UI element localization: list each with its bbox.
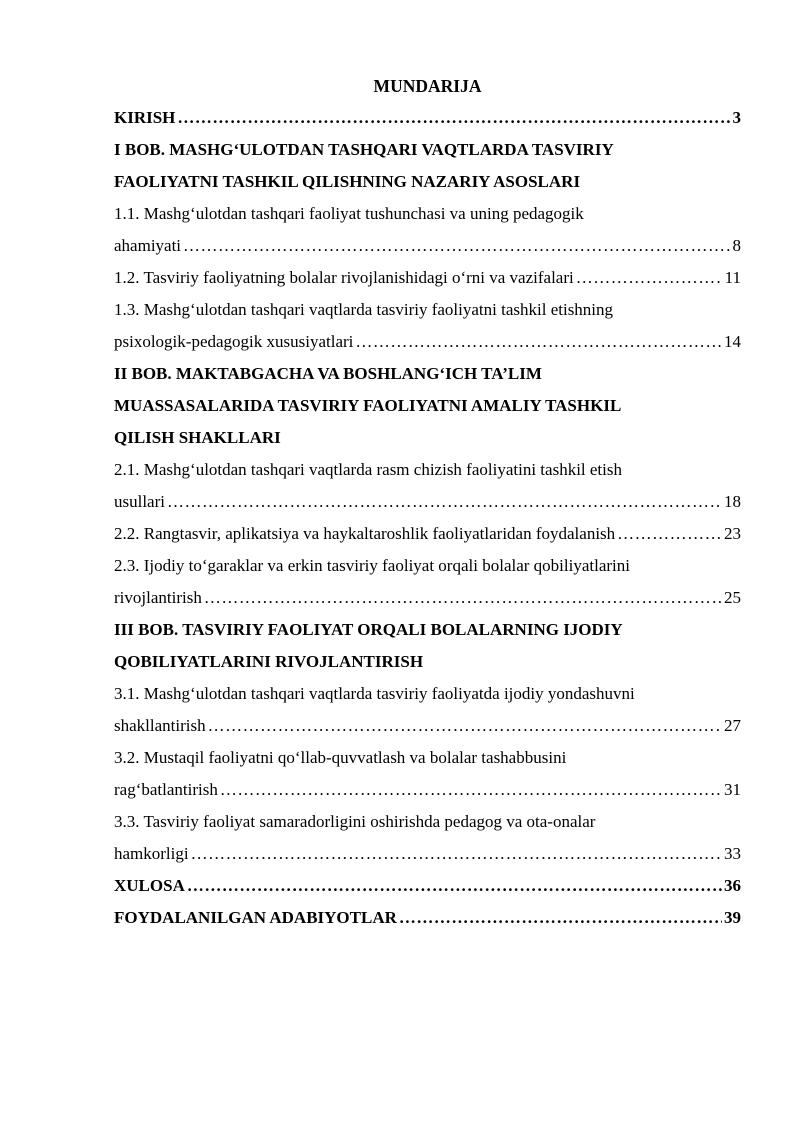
toc-entry-text: 3.1. Mashg‘ulotdan tashqari vaqtlarda tasviriy faoliyatda ijodiy yondashuvni [114, 684, 635, 703]
toc-heading-entry [114, 870, 741, 902]
toc-entry-text: usullari [114, 492, 165, 511]
toc-heading-entry [114, 102, 741, 134]
toc-entry-text: hamkorligi [114, 844, 189, 863]
toc-entry [114, 550, 741, 614]
toc-entry-text: KIRISH [114, 108, 176, 127]
dot-leader [576, 262, 723, 294]
toc-entry-line [114, 838, 741, 870]
toc-entry-text: 2.3. Ijodiy to‘garaklar va erkin tasviriy faoliyat orqali bolalar qobiliyatlarini [114, 556, 630, 575]
toc-entry [114, 678, 741, 742]
toc-entry [114, 742, 741, 806]
toc-entry-text: FOYDALANILGAN ADABIYOTLAR [114, 908, 397, 927]
toc-entry [114, 806, 741, 870]
page-number: 31 [724, 780, 741, 799]
dot-leader [355, 326, 722, 358]
page-number: 27 [724, 716, 741, 735]
dot-leader [183, 230, 730, 262]
toc-entry-line [114, 710, 741, 742]
toc-entry-line [114, 102, 741, 134]
toc-entry-line [114, 582, 741, 614]
page-number: 18 [724, 492, 741, 511]
toc-entry [114, 294, 741, 358]
toc-heading-entry [114, 358, 741, 454]
toc-entry-line [114, 774, 741, 806]
toc-entry-line [114, 230, 741, 262]
dot-leader [220, 774, 722, 806]
toc-heading-entry [114, 614, 741, 678]
page-number: 23 [724, 524, 741, 543]
toc-entry [114, 518, 741, 550]
dot-leader [191, 838, 722, 870]
toc-entry-text: rag‘batlantirish [114, 780, 218, 799]
toc-entry [114, 262, 741, 294]
toc-entry-line [114, 262, 741, 294]
page-title: MUNDARIJA [373, 76, 482, 96]
toc-entry-text: 1.1. Mashg‘ulotdan tashqari faoliyat tushunchasi va uning pedagogik [114, 204, 584, 223]
toc-heading-entry [114, 134, 741, 198]
toc-entry-text: rivojlantirish [114, 588, 202, 607]
page-number: 36 [724, 876, 741, 895]
toc-entry-line [114, 518, 741, 550]
toc-entry-line [114, 870, 741, 902]
toc-entry-text: QILISH SHAKLLARI [114, 428, 281, 447]
dot-leader [617, 518, 722, 550]
toc-entry [114, 198, 741, 262]
dot-leader [208, 710, 722, 742]
toc-entry-line [114, 486, 741, 518]
dot-leader [187, 870, 722, 902]
toc-entry-text: 2.1. Mashg‘ulotdan tashqari vaqtlarda rasm chizish faoliyatini tashkil etish [114, 460, 622, 479]
toc-entry-text: III BOB. TASVIRIY FAOLIYAT ORQALI BOLALARNING IJODIY [114, 620, 623, 639]
toc-list [114, 102, 741, 934]
page-number: 11 [724, 268, 741, 287]
table-of-contents [114, 70, 741, 934]
dot-leader [204, 582, 722, 614]
toc-entry-text: 2.2. Rangtasvir, aplikatsiya va haykaltaroshlik faoliyatlaridan foydalanish [114, 524, 616, 543]
dot-leader [167, 486, 722, 518]
toc-entry-text: ahamiyati [114, 236, 182, 255]
toc-entry-text: XULOSA [114, 876, 185, 895]
toc-entry-text: FAOLIYATNI TASHKIL QILISHNING NAZARIY ASOSLARI [114, 172, 581, 191]
toc-entry-line [114, 902, 741, 934]
page-number: 39 [724, 908, 741, 927]
page-number: 8 [732, 236, 741, 255]
toc-entry-text: 3.3. Tasviriy faoliyat samaradorligini oshirishda pedagog va ota-onalar [114, 812, 596, 831]
toc-entry-text: MUASSASALARIDA TASVIRIY FAOLIYATNI AMALIY TASHKIL [114, 396, 622, 415]
toc-entry-text: 1.3. Mashg‘ulotdan tashqari vaqtlarda tasviriy faoliyatni tashkil etishning [114, 300, 614, 319]
page-number: 3 [732, 108, 741, 127]
toc-entry-text: II BOB. MAKTABGACHA VA BOSHLANG‘ICH TA’LIM [114, 364, 542, 383]
dot-leader [399, 902, 722, 934]
dot-leader [177, 102, 730, 134]
toc-entry-text: shakllantirish [114, 716, 206, 735]
page-number: 25 [724, 588, 741, 607]
toc-entry-line [114, 326, 741, 358]
toc-entry-text: 3.2. Mustaqil faoliyatni qo‘llab-quvvatlash va bolalar tashabbusini [114, 748, 567, 767]
toc-entry [114, 454, 741, 518]
toc-entry-text: 1.2. Tasviriy faoliyatning bolalar rivojlanishidagi o‘rni va vazifalari [114, 268, 574, 287]
toc-heading-entry [114, 902, 741, 934]
toc-entry-text: QOBILIYATLARINI RIVOJLANTIRISH [114, 652, 424, 671]
toc-entry-text: psixologik-pedagogik xususiyatlari [114, 332, 354, 351]
page-number: 14 [724, 332, 741, 351]
toc-entry-text: I BOB. MASHG‘ULOTDAN TASHQARI VAQTLARDA TASVIRIY [114, 140, 614, 159]
page-number: 33 [724, 844, 741, 863]
